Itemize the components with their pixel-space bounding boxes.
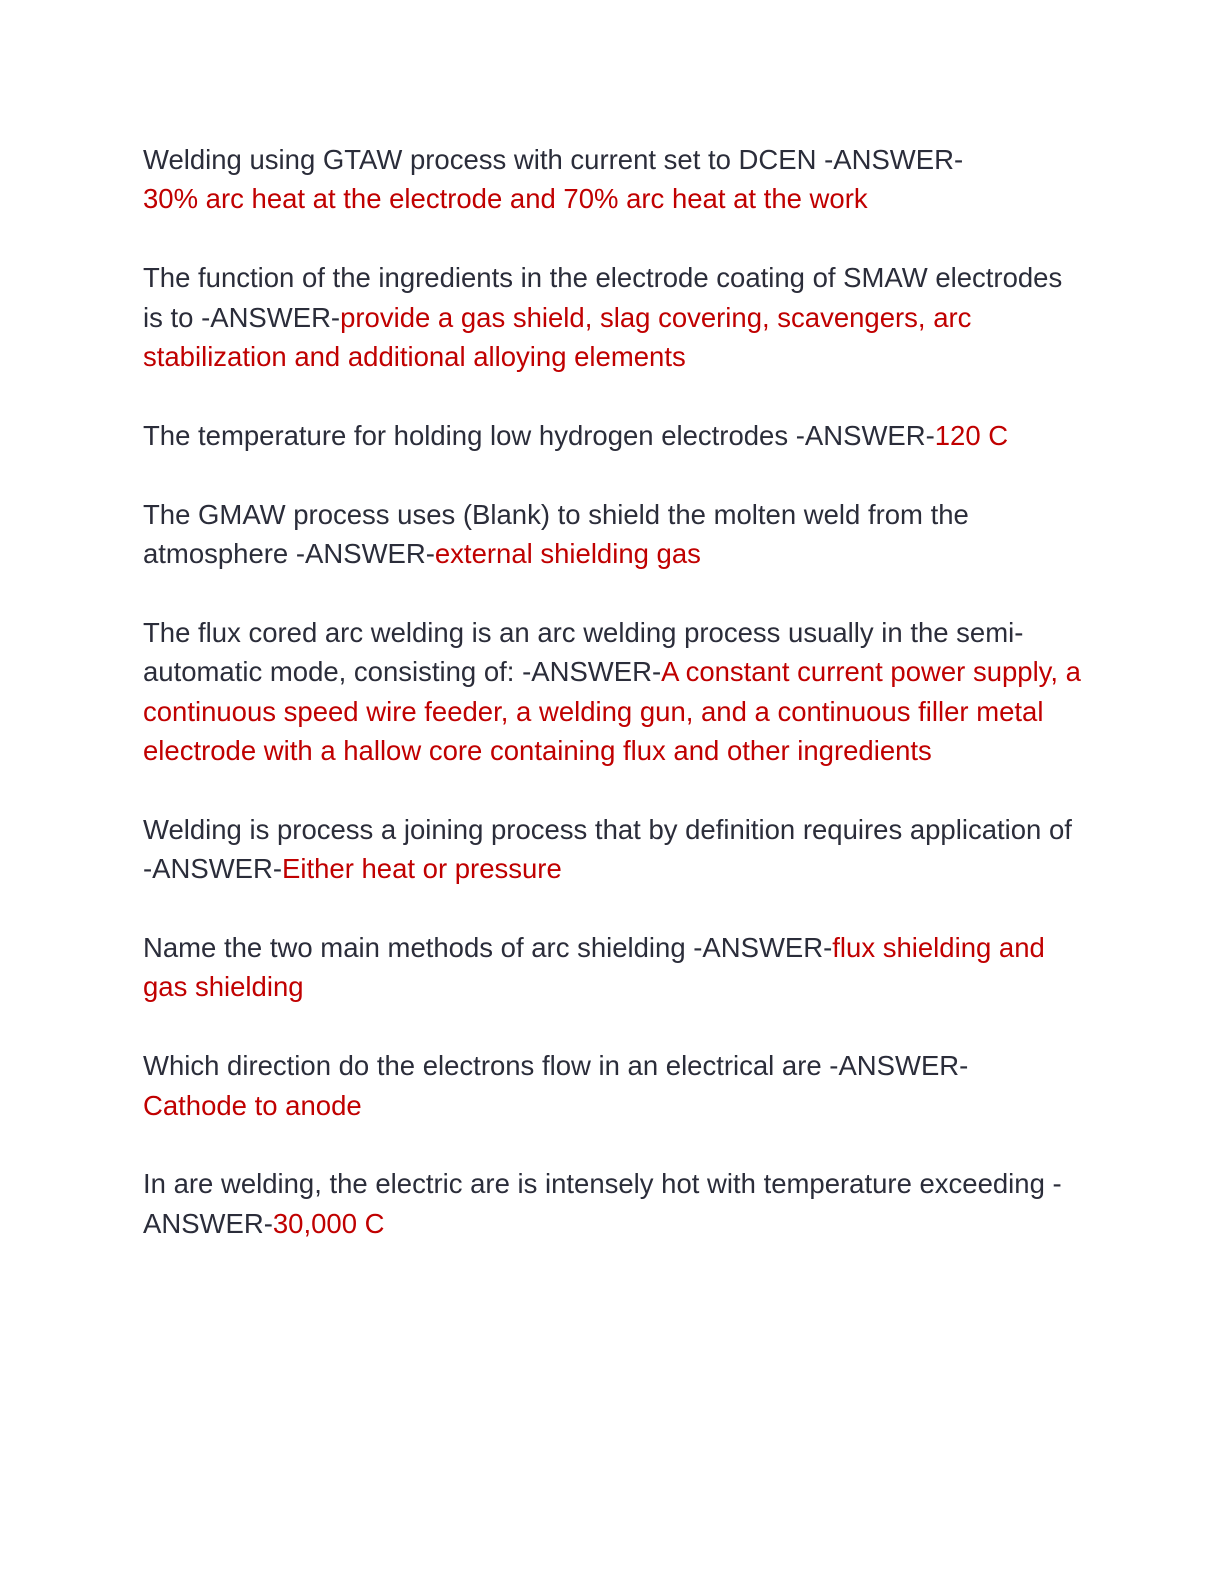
question-text: Which direction do the electrons flow in an electrical are -ANSWER- <box>143 1050 969 1082</box>
qa-item-6 <box>143 810 1083 889</box>
qa-item-7 <box>143 928 1083 1007</box>
answer-text: flux shielding and gas shielding <box>143 932 1045 1003</box>
question-text: The function of the ingredients in the electrode coating of SMAW electrodes is to -ANSWER- <box>143 262 1063 333</box>
question-text: Welding is process a joining process that by definition requires application of -ANSWER- <box>143 813 1072 885</box>
answer-text: 120 C <box>934 419 1009 451</box>
question-text: In are welding, the electric are is intensely hot with temperature exceeding -ANSWER- <box>143 1168 1062 1239</box>
question-text: Welding using GTAW process with current set to DCEN -ANSWER- <box>143 144 964 175</box>
answer-text: Either heat or pressure <box>282 853 562 885</box>
answer-text: provide a gas shield, slag covering, scavengers, arc stabilization and additional alloying elements <box>143 301 972 373</box>
question-text: Name the two main methods of arc shielding -ANSWER- <box>143 932 833 964</box>
answer-text: external shielding gas <box>434 538 701 570</box>
answer-text: 30% arc heat at the electrode and 70% arc heat at the work <box>143 183 868 215</box>
answer-text: 30,000 C <box>272 1207 385 1239</box>
qa-item-3 <box>143 416 1083 455</box>
qa-item-2 <box>143 258 1083 376</box>
question-text: The temperature for holding low hydrogen electrodes -ANSWER- <box>143 419 935 451</box>
answer-text: A constant current power supply, a continuous speed wire feeder, a welding gun, and a continuous filler metal electrode with a hallow core containing flux and other ingredients <box>143 656 1081 767</box>
question-text: The flux cored arc welding is an arc welding process usually in the semi-automatic mode, consisting of: -ANSWER- <box>143 616 1024 688</box>
qa-item-1 <box>143 140 1083 219</box>
qa-item-8 <box>143 1046 1083 1125</box>
answer-text: Cathode to anode <box>143 1089 362 1121</box>
question-text: The GMAW process uses (Blank) to shield the molten weld from the atmosphere -ANSWER- <box>143 498 969 570</box>
qa-item-4 <box>143 495 1083 574</box>
qa-item-9 <box>143 1164 1083 1243</box>
qa-item-5 <box>143 613 1083 771</box>
document-page <box>143 140 1083 1283</box>
